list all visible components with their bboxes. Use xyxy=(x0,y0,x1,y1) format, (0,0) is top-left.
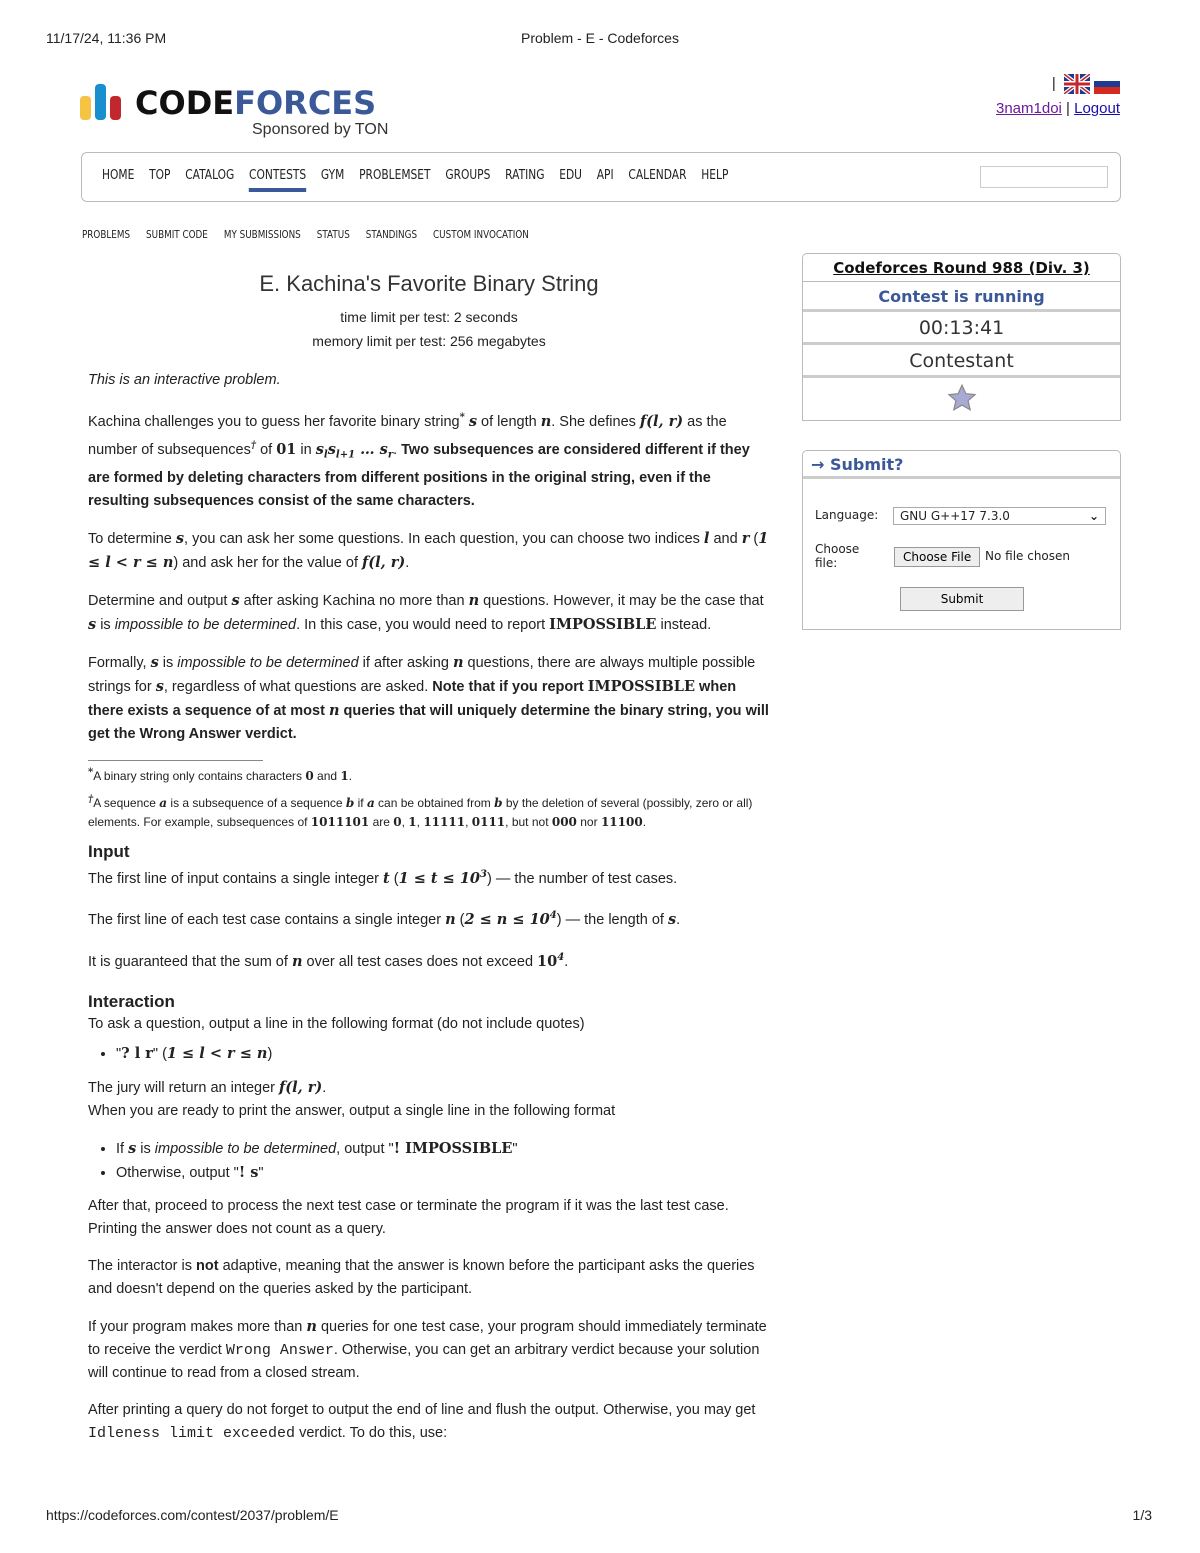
time-limit: time limit per test: 2 seconds xyxy=(340,309,518,325)
text-segment: not xyxy=(196,1258,219,1275)
text-segment: by the deletion of several (possibly, zero or all) elements. For example, subsequences of xyxy=(88,795,753,829)
text-segment: After that, proceed to process the next test case or terminate the program if it was the last test case. Printing the answer does not count as a query. xyxy=(88,1198,729,1238)
math-expr: 1011101 xyxy=(310,814,370,829)
paragraph xyxy=(88,1195,770,1241)
text-segment: instead. xyxy=(656,616,712,633)
text-segment: is xyxy=(158,654,178,671)
text-segment: and xyxy=(709,530,742,547)
text-segment: , regardless of what questions are asked. xyxy=(163,678,433,695)
text-segment: The first line of input contains a single integer xyxy=(88,870,383,887)
math-expr: ! IMPOSSIBLE xyxy=(393,1140,513,1158)
text-segment: Note that if you report xyxy=(432,678,588,695)
text-segment: A sequence xyxy=(93,795,160,810)
subnav-standings[interactable]: STANDINGS xyxy=(365,228,418,241)
text-segment: Two subsequences are considered different if they are formed by deleting characters from different positions in the original string, even if the resulting subsequences consist of the same characters. xyxy=(88,441,750,509)
text-segment: It is guaranteed that the sum of xyxy=(88,954,292,971)
math-expr: 11100 xyxy=(600,814,643,829)
contest-name-link[interactable]: Codeforces Round 988 (Div. 3) xyxy=(833,259,1090,277)
text-segment: , output " xyxy=(336,1141,394,1158)
math-expr: n xyxy=(445,911,456,929)
text-segment: To determine xyxy=(88,530,176,547)
no-file-text: No file chosen xyxy=(985,549,1071,563)
text-segment: is xyxy=(96,616,115,633)
math-expr: s xyxy=(150,653,159,671)
text-segment: , xyxy=(465,814,472,829)
text-segment: 4 xyxy=(557,952,565,964)
math-expr: s xyxy=(667,911,677,929)
math-expr: ? l r xyxy=(121,1045,153,1063)
math-expr: s xyxy=(128,1140,137,1158)
text-segment: impossible to be determined xyxy=(154,1141,337,1158)
paragraph xyxy=(88,946,770,974)
contest-subnav xyxy=(82,228,529,241)
paragraph xyxy=(88,589,770,637)
math-expr: l xyxy=(703,529,710,547)
text-segment: , you can ask her some questions. In each question, you can choose two indices xyxy=(184,530,704,547)
paragraph xyxy=(88,406,770,513)
text-segment: Kachina challenges you to guess her favorite binary string xyxy=(88,413,460,430)
math-expr: s xyxy=(175,529,185,547)
subnav-problems[interactable]: PROBLEMS xyxy=(82,228,131,241)
math-expr: f(l, r) xyxy=(362,553,406,571)
contest-status: Contest is running xyxy=(803,282,1120,312)
choose-file-button[interactable]: Choose File xyxy=(894,547,980,567)
nav-calendar[interactable]: CALENDAR xyxy=(628,168,687,183)
text-segment: l xyxy=(323,449,328,461)
text-segment: Determine and output xyxy=(88,592,232,609)
math-expr: n xyxy=(452,653,464,671)
nav-contests[interactable]: CONTESTS xyxy=(249,168,307,183)
nav-top[interactable]: TOP xyxy=(149,168,171,183)
math-expr: IMPOSSIBLE xyxy=(549,615,657,633)
math-expr: t xyxy=(383,869,390,887)
text-segment: The first line of each test case contains a single integer xyxy=(88,912,446,929)
logo-bars-icon xyxy=(80,84,121,120)
text-segment: ) — the number of test cases. xyxy=(487,870,678,887)
text-segment: queries that will uniquely determine the binary string, you will get the Wrong Answer verdict. xyxy=(88,702,769,742)
nav-edu[interactable]: EDU xyxy=(559,168,582,183)
footnote-divider xyxy=(88,760,263,761)
print-title: Problem - E - Codeforces xyxy=(521,30,679,46)
text-segment: . xyxy=(322,1080,327,1097)
paragraph xyxy=(88,790,770,832)
math-expr: 10 xyxy=(537,953,558,971)
contest-timer: 00:13:41 xyxy=(803,312,1120,345)
text-segment: Formally, xyxy=(88,654,151,671)
logo-text-code: CODE xyxy=(135,84,235,122)
text-segment: When you are ready to print the answer, output a single line in the following format xyxy=(88,1103,616,1120)
separator: | xyxy=(1051,74,1056,92)
text-segment: if after asking xyxy=(358,654,453,671)
paragraph xyxy=(88,369,770,392)
contest-info-box xyxy=(802,253,1121,421)
text-segment: of length xyxy=(477,413,541,430)
username-link[interactable]: 3nam1doi xyxy=(995,100,1062,117)
print-page: 1/3 xyxy=(1132,1507,1152,1523)
russian-flag-icon[interactable] xyxy=(1094,74,1120,94)
text-segment: 3 xyxy=(480,868,487,880)
math-expr: s xyxy=(468,412,478,430)
input-heading: Input xyxy=(88,841,130,861)
language-select[interactable] xyxy=(893,507,1106,525)
text-segment: 4 xyxy=(549,910,557,922)
subnav-custom-invocation[interactable]: CUSTOM INVOCATION xyxy=(433,228,529,241)
math-expr: r xyxy=(741,529,750,547)
submit-heading: → Submit? xyxy=(803,451,1120,479)
text-segment: The jury will return an integer xyxy=(88,1080,279,1097)
math-expr: 1 ≤ t ≤ 10 xyxy=(398,869,481,887)
text-segment: . xyxy=(676,912,681,929)
nav-gym[interactable]: GYM xyxy=(320,168,345,183)
nav-home[interactable]: HOME xyxy=(102,168,135,183)
text-segment: l+1 xyxy=(335,449,356,461)
text-segment: if xyxy=(354,795,367,810)
text-segment: . xyxy=(348,768,353,783)
text-segment: A binary string only contains characters xyxy=(93,768,306,783)
text-segment: when there exists a sequence of at most xyxy=(88,678,737,719)
text-segment: This is an interactive problem. xyxy=(88,372,281,388)
math-expr: 11111 xyxy=(423,814,466,829)
print-url: https://codeforces.com/contest/2037/problem/E xyxy=(46,1507,339,1523)
paragraph xyxy=(88,1315,770,1385)
text-segment: Otherwise, output " xyxy=(116,1165,239,1182)
paragraph xyxy=(88,651,770,746)
math-expr: … s xyxy=(355,440,388,458)
math-expr: s xyxy=(231,591,240,609)
math-expr: b xyxy=(345,795,355,810)
paragraph xyxy=(88,904,770,932)
text-segment: after asking Kachina no more than xyxy=(239,592,469,609)
main-nav xyxy=(81,152,1121,202)
text-segment: . xyxy=(564,954,569,971)
math-expr: s xyxy=(88,615,97,633)
text-segment: r xyxy=(387,449,394,461)
text-segment: . xyxy=(405,554,410,571)
paragraph xyxy=(88,527,770,575)
math-expr: 01 xyxy=(276,440,297,458)
star-icon[interactable] xyxy=(947,384,977,412)
text-segment: † xyxy=(250,439,257,451)
text-segment: ( xyxy=(749,530,759,547)
interaction-heading: Interaction xyxy=(88,992,175,1012)
paragraph xyxy=(88,863,770,891)
math-expr: ! s xyxy=(238,1164,259,1182)
math-expr: n xyxy=(540,412,552,430)
text-segment: To ask a question, output a line in the following format (do not include quotes) xyxy=(88,1016,585,1033)
text-segment: questions, there are always multiple possible strings for xyxy=(88,654,756,695)
text-segment: nor xyxy=(576,814,601,829)
text-segment: in xyxy=(296,441,316,458)
math-expr: b xyxy=(494,795,503,810)
text-segment: over all test cases does not exceed xyxy=(302,954,538,971)
math-expr: IMPOSSIBLE xyxy=(587,677,696,695)
math-expr: n xyxy=(306,1318,317,1336)
text-segment: † xyxy=(88,793,94,805)
text-segment: is a subsequence of a sequence xyxy=(167,795,346,810)
problem-title: E. Kachina's Favorite Binary String xyxy=(259,271,599,296)
file-label: Choose file: xyxy=(815,542,860,570)
participant-role: Contestant xyxy=(803,345,1120,378)
subnav-my-submissions[interactable]: MY SUBMISSIONS xyxy=(223,228,301,241)
search-input[interactable] xyxy=(980,166,1108,188)
text-segment: " xyxy=(116,1046,122,1063)
math-expr: n xyxy=(291,953,303,971)
text-segment: impossible to be determined xyxy=(177,654,359,671)
text-segment: The interactor is xyxy=(88,1258,196,1275)
text-segment: " xyxy=(512,1141,518,1158)
nav-problemset[interactable]: PROBLEMSET xyxy=(359,168,431,183)
text-segment: ) xyxy=(267,1046,273,1063)
text-segment: and xyxy=(313,768,341,783)
text-segment: Idleness limit exceeded xyxy=(88,1425,296,1443)
favorite-star[interactable] xyxy=(803,378,1120,420)
logo-text-forces: FORCES xyxy=(234,84,377,122)
paragraph xyxy=(88,1399,770,1445)
paragraph xyxy=(88,763,770,786)
math-expr: n xyxy=(328,701,340,719)
text-segment: are xyxy=(369,814,394,829)
nav-rating[interactable]: RATING xyxy=(505,168,545,183)
sponsor-text: Sponsored by TON xyxy=(252,121,389,138)
math-expr: s xyxy=(315,440,324,458)
nav-groups[interactable]: GROUPS xyxy=(445,168,491,183)
text-segment: . Otherwise, you can get an arbitrary verdict because your solution will continue to read from a closed stream. xyxy=(88,1342,760,1382)
text-segment: . She defines xyxy=(551,413,640,430)
text-segment: , xyxy=(416,814,424,829)
text-segment: " xyxy=(258,1165,264,1182)
user-bar: | 3nam1doi | Logout xyxy=(995,74,1120,117)
submit-box xyxy=(802,450,1121,630)
submit-button[interactable]: Submit xyxy=(900,587,1024,611)
math-expr: f(l, r) xyxy=(279,1079,323,1097)
text-segment: , xyxy=(401,814,409,829)
math-expr: a xyxy=(366,795,375,810)
text-segment: . xyxy=(393,441,402,458)
nav-catalog[interactable]: CATALOG xyxy=(185,168,235,183)
text-segment: , but not xyxy=(505,814,552,829)
nav-api[interactable]: API xyxy=(596,168,614,183)
subnav-submit-code[interactable]: SUBMIT CODE xyxy=(146,228,208,241)
text-segment: as the number of subsequences xyxy=(88,413,727,458)
text-segment: * xyxy=(459,412,465,423)
text-segment: of xyxy=(256,441,277,458)
text-segment: ) — the length of xyxy=(556,912,668,929)
text-segment: impossible to be determined xyxy=(114,616,297,633)
math-expr: 1 ≤ l < r ≤ n xyxy=(166,1045,268,1063)
text-segment: If xyxy=(116,1141,129,1158)
math-expr: f(l, r) xyxy=(639,412,684,430)
text-segment: ( xyxy=(389,870,399,887)
text-segment: " ( xyxy=(152,1046,167,1063)
paragraph xyxy=(88,1255,770,1301)
logout-link[interactable]: Logout xyxy=(1074,100,1120,117)
problem-statement xyxy=(88,272,770,1459)
subnav-status[interactable]: STATUS xyxy=(316,228,350,241)
language-value: GNU G++17 7.3.0 xyxy=(900,509,1010,523)
language-label: Language: xyxy=(815,508,879,522)
math-expr: 0 xyxy=(305,768,314,783)
math-expr: 1 xyxy=(340,768,349,783)
math-expr: s xyxy=(155,677,164,695)
math-expr: 2 ≤ n ≤ 10 xyxy=(464,911,550,929)
memory-limit: memory limit per test: 256 megabytes xyxy=(312,333,546,349)
text-segment: ) and ask her for the value of xyxy=(173,554,362,571)
text-segment: can be obtained from xyxy=(374,795,495,810)
math-expr: n xyxy=(468,591,480,609)
math-expr: 0111 xyxy=(471,814,506,829)
text-segment: . xyxy=(642,814,647,829)
text-segment: ( xyxy=(455,912,465,929)
text-segment: * xyxy=(88,766,94,778)
text-segment: . In this case, you would need to report xyxy=(296,616,550,633)
print-datetime: 11/17/24, 11:36 PM xyxy=(46,30,167,46)
list-item xyxy=(116,1137,770,1161)
list-item xyxy=(116,1161,770,1185)
text-segment: After printing a query do not forget to output the end of line and flush the output. Otherwise, you may get xyxy=(88,1402,756,1419)
text-segment: If your program makes more than xyxy=(88,1319,307,1336)
english-flag-icon[interactable] xyxy=(1064,74,1090,94)
text-segment: Wrong Answer xyxy=(225,1342,334,1360)
math-expr: 000 xyxy=(551,814,577,829)
math-expr: 1 ≤ l < r ≤ n xyxy=(88,529,769,571)
codeforces-logo[interactable] xyxy=(80,84,376,120)
text-segment: is xyxy=(136,1141,155,1158)
text-segment: questions. However, it may be the case that xyxy=(479,592,764,609)
nav-help[interactable]: HELP xyxy=(701,168,729,183)
math-expr: a xyxy=(159,795,168,810)
math-expr: s xyxy=(327,440,336,458)
text-segment: queries for one test case, your program should immediately terminate to receive the verdict xyxy=(88,1319,767,1359)
chevron-down-icon: ⌄ xyxy=(1088,509,1099,523)
math-expr: 0 xyxy=(393,814,402,829)
math-expr: 1 xyxy=(408,814,417,829)
text-segment: adaptive, meaning that the answer is known before the participant asks the queries and doesn't depend on the queries asked by the participant. xyxy=(88,1258,755,1298)
text-segment: verdict. To do this, use: xyxy=(295,1425,448,1442)
